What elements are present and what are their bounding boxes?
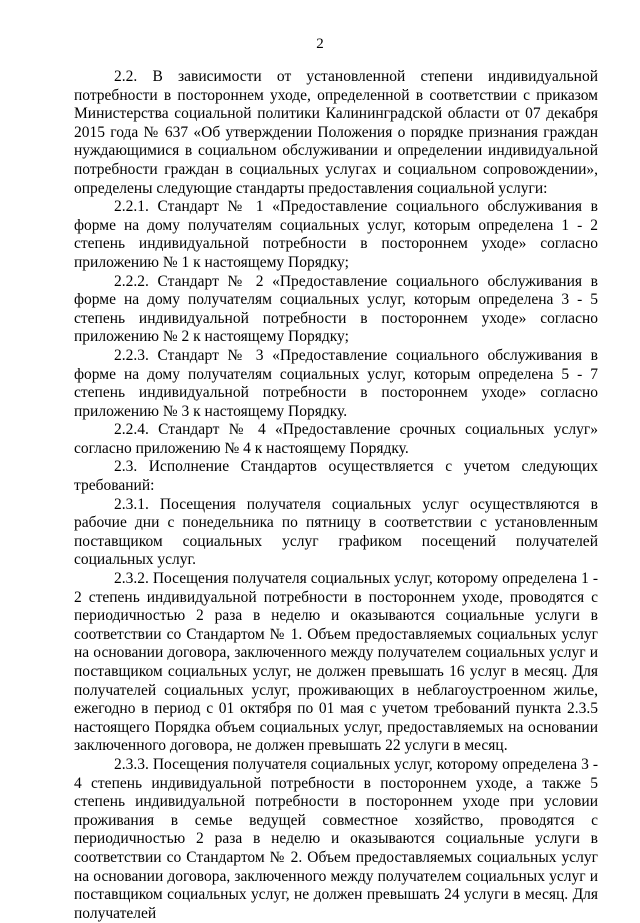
paragraph-2-2-4: 2.2.4. Стандарт № 4 «Предоставление срочных социальных услуг» согласно приложению № 4 к настоящему Порядку. (74, 421, 598, 457)
paragraph-2-3-3: 2.3.3. Посещения получателя социальных услуг, которому определена 3 - 4 степень индивидуальной потребности в постороннем уходе, а также 5 степень индивидуальной потребности в постороннем уходе при условии проживания в семье ведущей совместное хозяйство, проводятся с периодичностью 2 раза в неделю и оказываются социальные услуги в соответствии со Стандартом № 2. Объем предоставляемых социальных услуг на основании договора, заключенного между получателем социальных услуг и поставщиком социальных услуг, не должен превышать 24 услуги в месяц. Для получателей (74, 755, 598, 922)
page-number: 2 (316, 36, 324, 52)
paragraph-2-3-2: 2.3.2. Посещения получателя социальных услуг, которому определена 1 - 2 степень индивидуальной потребности в постороннем уходе, проводятся с периодичностью 2 раза в неделю и оказываются социальные услуги в соответствии со Стандартом № 1. Объем предоставляемых социальных услуг на основании договора, заключенного между получателем социальных услуг и поставщиком социальных услуг, не должен превышать 16 услуг в месяц. Для получателей социальных услуг, проживающих в неблагоустроенном жилье, ежегодно в период с 01 октября по 01 мая с учетом требований пункта 2.3.5 настоящего Порядка объем социальных услуг, предоставляемых на основании заключенного договора, не должен превышать 22 услуги в месяц. (74, 570, 598, 755)
paragraph-2-3-1: 2.3.1. Посещения получателя социальных услуг осуществляются в рабочие дни с понедельника по пятницу в соответствии с установленным поставщиком социальных услуг графиком посещений получателей социальных услуг. (74, 495, 598, 569)
document-body (74, 68, 598, 923)
paragraph-2-2: 2.2. В зависимости от установленной степени индивидуальной потребности в постороннем уходе, определенной в соответствии с приказом Министерства социальной политики Калининградской области от 07 декабря 2015 года № 637 «Об утверждении Положения о порядке признания граждан нуждающимися в социальном обслуживании и определении индивидуальной потребности граждан в социальных услугах и социальном сопровождении», определены следующие стандарты предоставления социальной услуги: (74, 68, 598, 197)
paragraph-2-2-3: 2.2.3. Стандарт № 3 «Предоставление социального обслуживания в форме на дому получателям социальных услуг, которым определена 5 - 7 степень индивидуальной потребности в постороннем уходе» согласно приложению № 3 к настоящему Порядку. (74, 346, 598, 420)
paragraph-2-2-2: 2.2.2. Стандарт № 2 «Предоставление социального обслуживания в форме на дому получателям социальных услуг, которым определена 3 - 5 степень индивидуальной потребности в постороннем уходе» согласно приложению № 2 к настоящему Порядку; (74, 272, 598, 346)
paragraph-2-3: 2.3. Исполнение Стандартов осуществляется с учетом следующих требований: (74, 458, 598, 495)
paragraph-2-2-1: 2.2.1. Стандарт № 1 «Предоставление социального обслуживания в форме на дому получателям социальных услуг, которым определена 1 - 2 степень индивидуальной потребности в постороннем уходе» согласно приложению № 1 к настоящему Порядку; (74, 198, 598, 271)
